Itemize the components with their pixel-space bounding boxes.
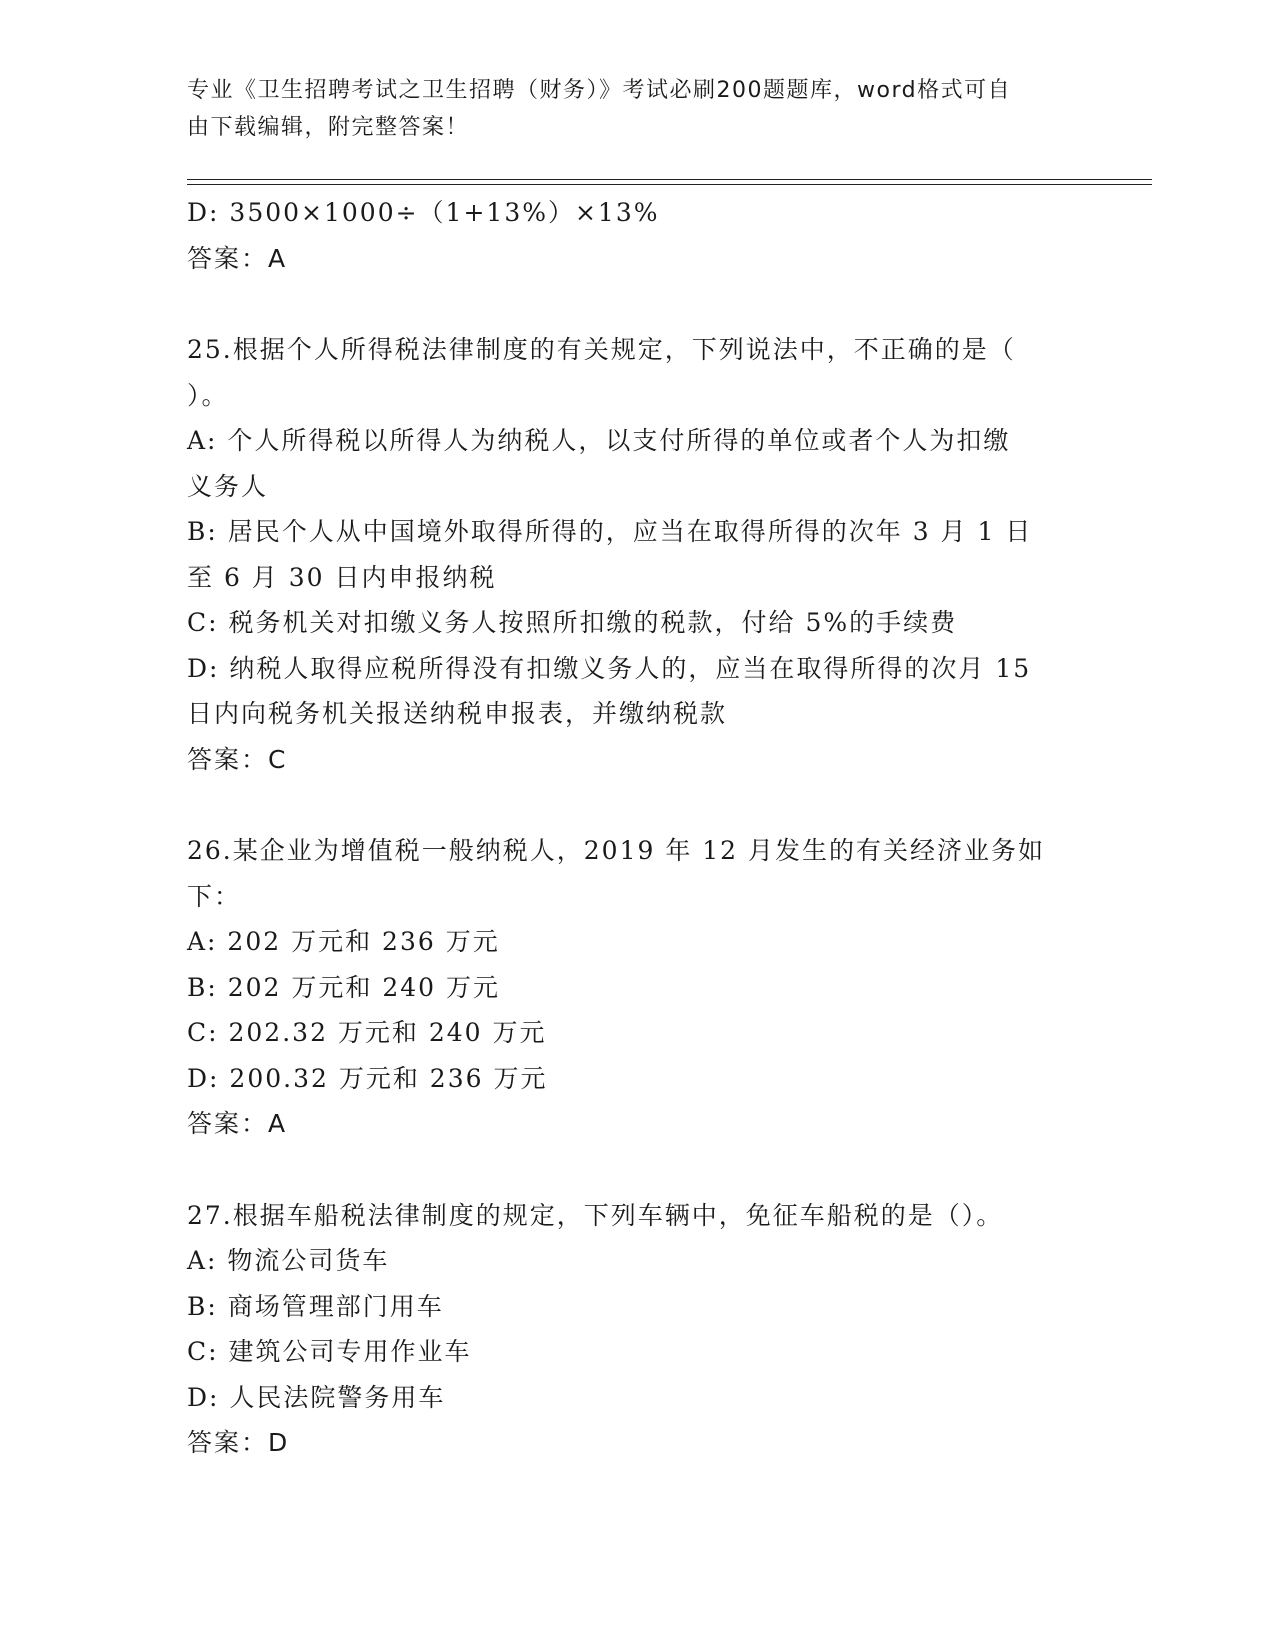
option-b: B: 居民个人从中国境外取得所得的，应当在取得所得的次年 3 月 1 日 bbox=[187, 517, 1033, 546]
option-a: A: 202 万元和 236 万元 bbox=[187, 927, 500, 956]
option-b: B: 商场管理部门用车 bbox=[187, 1291, 444, 1321]
question-25 bbox=[187, 327, 1097, 782]
spacer bbox=[187, 281, 1097, 327]
header-line-2: 由下载编辑，附完整答案！ bbox=[187, 115, 470, 140]
previous-question-tail bbox=[187, 190, 1097, 281]
question-26 bbox=[187, 828, 1097, 1147]
option-d: D: 3500×1000÷（1+13%）×13% bbox=[187, 198, 660, 227]
option-a: A: 物流公司货车 bbox=[187, 1246, 390, 1275]
document-body bbox=[187, 190, 1097, 1466]
spacer bbox=[187, 782, 1097, 828]
option-a: A: 个人所得税以所得人为纳税人，以支付所得的单位或者个人为扣缴 bbox=[187, 426, 1011, 455]
option-c: C: 202.32 万元和 240 万元 bbox=[187, 1018, 547, 1047]
option-d: D: 人民法院警务用车 bbox=[187, 1382, 446, 1412]
option-d: D: 200.32 万元和 236 万元 bbox=[187, 1063, 548, 1093]
question-27 bbox=[187, 1193, 1097, 1466]
document-header bbox=[187, 72, 1087, 146]
option-d: D: 纳税人取得应税所得没有扣缴义务人的，应当在取得所得的次月 15 bbox=[187, 653, 1032, 683]
spacer bbox=[187, 1147, 1097, 1193]
option-c: C: 建筑公司专用作业车 bbox=[187, 1337, 472, 1366]
question-stem-line: 26.某企业为增值税一般纳税人，2019 年 12 月发生的有关经济业务如 bbox=[187, 836, 1046, 865]
answer-line: 答案：C bbox=[187, 744, 288, 774]
answer-line: 答案：A bbox=[187, 243, 288, 273]
header-rule-top bbox=[187, 179, 1152, 180]
question-stem-line: 25.根据个人所得税法律制度的有关规定，下列说法中，不正确的是（ bbox=[187, 335, 1016, 364]
option-c: C: 税务机关对扣缴义务人按照所扣缴的税款，付给 5%的手续费 bbox=[187, 608, 958, 637]
option-a-cont: 义务人 bbox=[187, 471, 269, 501]
option-d-cont: 日内向税务机关报送纳税申报表，并缴纳税款 bbox=[187, 699, 728, 728]
header-line-1: 专业《卫生招聘考试之卫生招聘（财务）》考试必刷200题题库，word格式可自 bbox=[187, 78, 1012, 103]
answer-line: 答案：A bbox=[187, 1109, 288, 1138]
option-b-cont: 至 6 月 30 日内申报纳税 bbox=[187, 562, 497, 592]
option-b: B: 202 万元和 240 万元 bbox=[187, 972, 501, 1002]
question-stem-line: 下： bbox=[187, 881, 242, 911]
header-rule-bottom bbox=[187, 184, 1152, 185]
answer-line: 答案：D bbox=[187, 1428, 290, 1457]
question-stem-line: ）。 bbox=[187, 380, 229, 410]
question-stem-line: 27.根据车船税法律制度的规定，下列车辆中，免征车船税的是（）。 bbox=[187, 1200, 1004, 1230]
